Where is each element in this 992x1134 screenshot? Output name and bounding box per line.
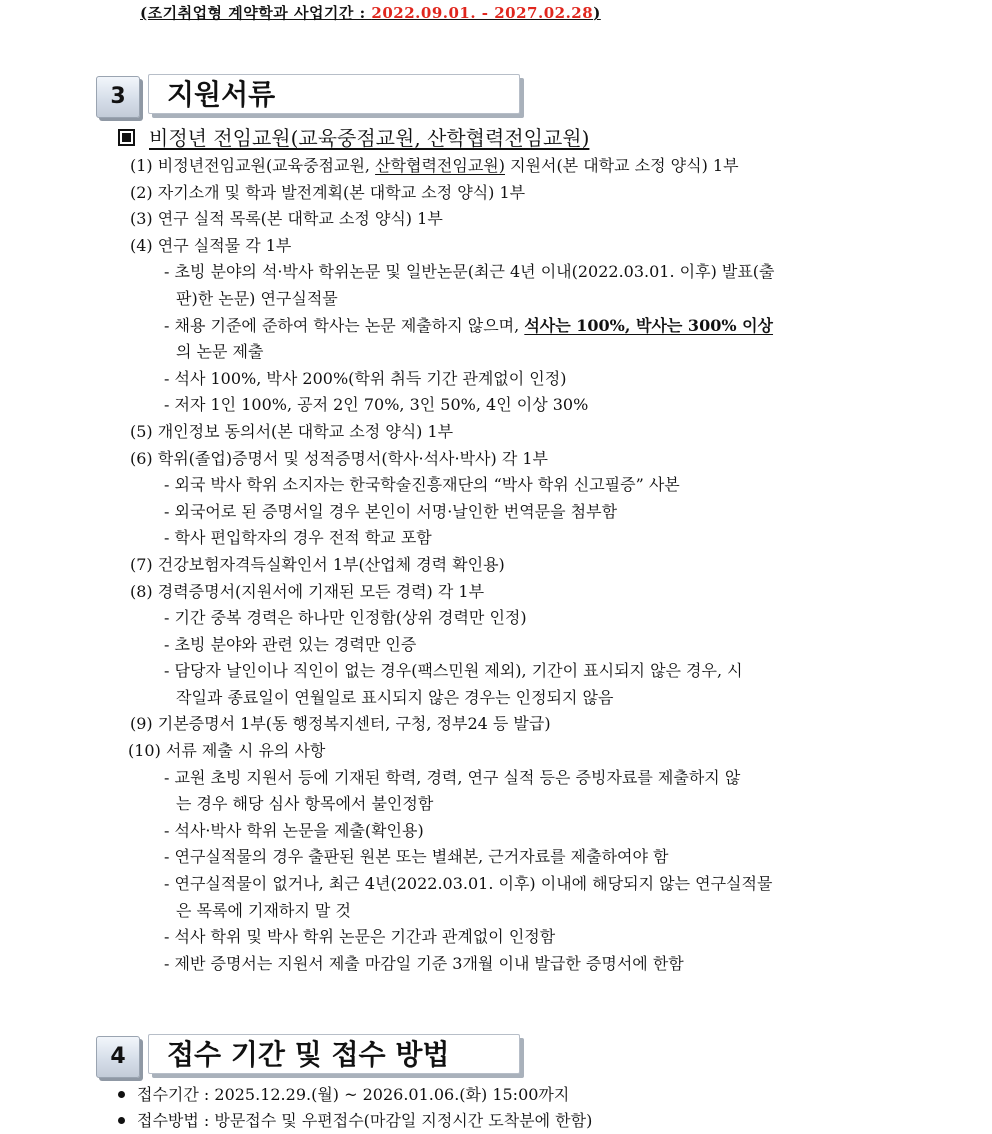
reception-period — [0, 1082, 992, 1108]
list-item-9: (9) 기본증명서 1부(동 행정복지센터, 구청, 정부24 등 발급) — [130, 714, 551, 734]
period-prefix: (조기취업형 계약학과 사업기간 : — [140, 4, 372, 22]
list-subitem-6c: - 학사 편입학자의 경우 전적 학교 포함 — [164, 528, 432, 548]
list-subitem-8c-cont: 작일과 종료일이 연월일로 표시되지 않은 경우는 인정되지 않음 — [176, 687, 614, 707]
list-subitem-4b — [0, 313, 992, 340]
reception-method — [0, 1108, 992, 1134]
list-item-6: (6) 학위(졸업)증명서 및 성적증명서(학사·석사·박사) 각 1부 — [130, 448, 548, 468]
item-1-text-end: 지원서(본 대학교 소정 양식) 1부 — [504, 156, 739, 175]
list-item-7: (7) 건강보험자격득실확인서 1부(산업체 경력 확인용) — [130, 554, 505, 574]
list-subitem-4a-cont: 판)한 논문) 연구실적물 — [176, 288, 338, 308]
item-1-underlined: 산학협력전임교원) — [375, 156, 505, 175]
list-item-4: (4) 연구 실적물 각 1부 — [130, 235, 292, 255]
reception-info — [0, 1082, 992, 1134]
list-item-8: (8) 경력증명서(지원서에 기재된 모든 경력) 각 1부 — [130, 581, 485, 601]
reception-period-text: 접수기간 : 2025.12.29.(월) ~ 2026.01.06.(화) 15:00까지 — [137, 1085, 570, 1104]
list-subitem-10a-cont: 는 경우 해당 심사 항목에서 불인정함 — [176, 794, 434, 814]
bullet-icon — [118, 1117, 125, 1124]
section-4-title: 접수 기간 및 접수 방법 — [148, 1034, 520, 1074]
item-1-text: (1) 비정년전임교원(교육중점교원, — [130, 156, 376, 175]
document-list — [0, 153, 992, 977]
list-item-5: (5) 개인정보 동의서(본 대학교 소정 양식) 1부 — [130, 421, 454, 441]
list-subitem-8a: - 기간 중복 경력은 하나만 인정함(상위 경력만 인정) — [164, 608, 527, 628]
subitem-4b-text: - 채용 기준에 준하여 학사는 논문 제출하지 않으며, — [164, 315, 525, 335]
reception-method-text: 접수방법 : 방문접수 및 우편접수(마감일 지정시간 도착분에 한함) — [137, 1111, 593, 1130]
project-period-note — [140, 2, 601, 23]
list-item-1 — [0, 153, 992, 180]
list-subitem-10d: - 연구실적물이 없거나, 최근 4년(2022.03.01. 이후) 이내에 해당되지 않는 연구실적물 — [164, 874, 773, 894]
list-item-2: (2) 자기소개 및 학과 발전계획(본 대학교 소정 양식) 1부 — [130, 182, 526, 202]
filled-square-icon — [118, 129, 135, 146]
list-subitem-10e: - 석사 학위 및 박사 학위 논문은 기간과 관계없이 인정함 — [164, 927, 556, 947]
list-subitem-8c: - 담당자 날인이나 직인이 없는 경우(팩스민원 제외), 기간이 표시되지 않은 경우, 시 — [164, 661, 743, 681]
list-subitem-8b: - 초빙 분야와 관련 있는 경력만 인증 — [164, 634, 417, 654]
list-subitem-10b: - 석사·박사 학위 논문을 제출(확인용) — [164, 820, 424, 840]
subitem-4b-emphasis: 석사는 100%, 박사는 300% 이상 — [524, 315, 774, 335]
section-3-title: 지원서류 — [148, 74, 520, 114]
list-subitem-4d: - 저자 1인 100%, 공저 2인 70%, 3인 50%, 4인 이상 30% — [164, 395, 589, 415]
list-subitem-4b-cont: 의 논문 제출 — [176, 342, 264, 362]
bullet-icon — [118, 1091, 125, 1098]
list-subitem-4a: - 초빙 분야의 석·박사 학위논문 및 일반논문(최근 4년 이내(2022.03.01. 이후) 발표(출 — [164, 262, 775, 282]
list-subitem-10f: - 제반 증명서는 지원서 제출 마감일 기준 3개월 이내 발급한 증명서에 한함 — [164, 953, 684, 973]
list-item-3: (3) 연구 실적 목록(본 대학교 소정 양식) 1부 — [130, 209, 443, 229]
list-subitem-4c: - 석사 100%, 박사 200%(학위 취득 기간 관계없이 인정) — [164, 368, 567, 388]
list-subitem-10d-cont: 은 목록에 기재하지 말 것 — [176, 900, 351, 920]
period-suffix: ) — [593, 4, 601, 22]
list-item-10: (10) 서류 제출 시 유의 사항 — [128, 741, 326, 761]
list-subitem-10a: - 교원 초빙 지원서 등에 기재된 학력, 경력, 연구 실적 등은 증빙자료를 제출하지 않 — [164, 767, 741, 787]
list-subitem-6a: - 외국 박사 학위 소지자는 한국학술진흥재단의 “박사 학위 신고필증” 사본 — [164, 475, 680, 495]
list-subitem-6b: - 외국어로 된 증명서일 경우 본인이 서명·날인한 번역문을 첨부함 — [164, 501, 618, 521]
period-dates: 2022.09.01. - 2027.02.28 — [371, 4, 594, 22]
list-subitem-10c: - 연구실적물의 경우 출판된 원본 또는 별쇄본, 근거자료를 제출하여야 함 — [164, 847, 669, 867]
subheading-text: 비정년 전임교원(교육중점교원, 산학협력전임교원) — [149, 126, 590, 150]
section-4-number: 4 — [96, 1036, 140, 1078]
subheading — [116, 122, 589, 151]
section-3-number: 3 — [96, 76, 140, 118]
